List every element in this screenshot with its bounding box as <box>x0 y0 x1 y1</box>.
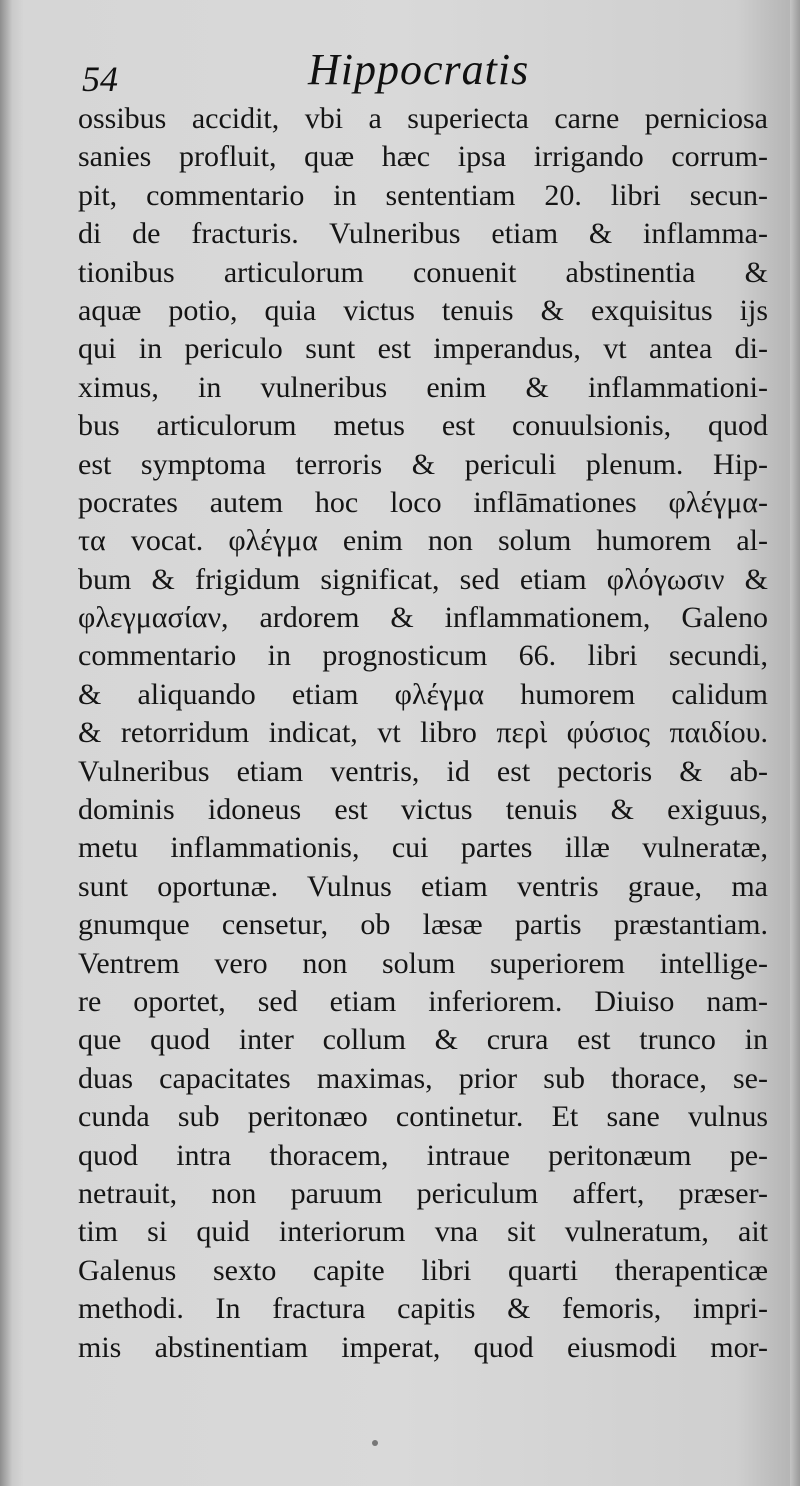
text-line: netrauit, non paruum periculum affert, præser- <box>78 1176 768 1210</box>
text-line: est symptoma terroris & periculi plenum. Hip- <box>78 447 768 481</box>
text-line: τα vocat. φλέγμα enim non solum humorem al- <box>78 524 768 558</box>
text-line: sanies profluit, quæ hæc ipsa irrigando corrum- <box>78 140 768 174</box>
text-line: di de fracturis. Vulneribus etiam & inflamma- <box>78 217 768 251</box>
text-line: & aliquando etiam φλέγμα humorem calidum <box>78 677 768 711</box>
text-line: ximus, in vulneribus enim & inflammationi- <box>78 370 768 404</box>
page-right-edge <box>790 0 800 1486</box>
text-line: re oportet, sed etiam inferiorem. Diuiso nam- <box>78 984 768 1018</box>
text-line: ossibus accidit, vbi a superiecta carne perniciosa <box>78 102 768 135</box>
text-line: bum & frigidum significat, sed etiam φλόγωσιν & <box>78 562 768 596</box>
text-line: Ventrem vero non solum superiorem intellige- <box>78 946 768 980</box>
text-line: tionibus articulorum conuenit abstinentia & <box>78 255 768 289</box>
page-number: 54 <box>82 59 118 99</box>
text-line: φλεγμασίαν, ardorem & inflammationem, Galeno <box>78 601 768 635</box>
text-line: duas capacitates maximas, prior sub thorace, se- <box>78 1061 768 1095</box>
text-line: gnumque censetur, ob læsæ partis præstantiam. <box>78 908 768 942</box>
text-line: dominis idoneus est victus tenuis & exiguus, <box>78 793 768 827</box>
text-line: pit, commentario in sententiam 20. libri secun- <box>78 178 768 212</box>
text-line: que quod inter collum & crura est trunco in <box>78 1023 768 1057</box>
page-left-edge <box>0 0 12 1486</box>
body-text <box>78 100 768 1367</box>
text-line: quod intra thoracem, intraue peritonæum pe- <box>78 1138 768 1172</box>
text-line: aquæ potio, quia victus tenuis & exquisitus ijs <box>78 293 768 327</box>
text-line: metu inflammationis, cui partes illæ vulneratæ, <box>78 831 768 865</box>
text-line: & retorridum indicat, vt libro περὶ φύσιος παιδίου. <box>78 716 768 750</box>
ink-speck <box>372 1440 378 1446</box>
text-line: commentario in prognosticum 66. libri secundi, <box>78 639 768 673</box>
text-line: pocrates autem hoc loco inflāmationes φλέγμα- <box>78 485 768 519</box>
text-line: methodi. In fractura capitis & femoris, impri- <box>78 1292 768 1326</box>
text-line: bus articulorum metus est conuulsionis, quod <box>78 409 768 443</box>
running-head: Hippocratis <box>308 45 530 94</box>
text-line: sunt oportunæ. Vulnus etiam ventris graue, ma <box>78 869 768 903</box>
text-line: tim si quid interiorum vna sit vulneratum, ait <box>78 1215 768 1249</box>
text-line: cunda sub peritonæo continetur. Et sane vulnus <box>78 1100 768 1134</box>
text-line: mis abstinentiam imperat, quod eiusmodi mor- <box>78 1330 768 1364</box>
text-line: qui in periculo sunt est imperandus, vt antea di- <box>78 332 768 366</box>
text-line: Vulneribus etiam ventris, id est pectoris & ab- <box>78 754 768 788</box>
text-line: Galenus sexto capite libri quarti therapenticæ <box>78 1253 768 1287</box>
